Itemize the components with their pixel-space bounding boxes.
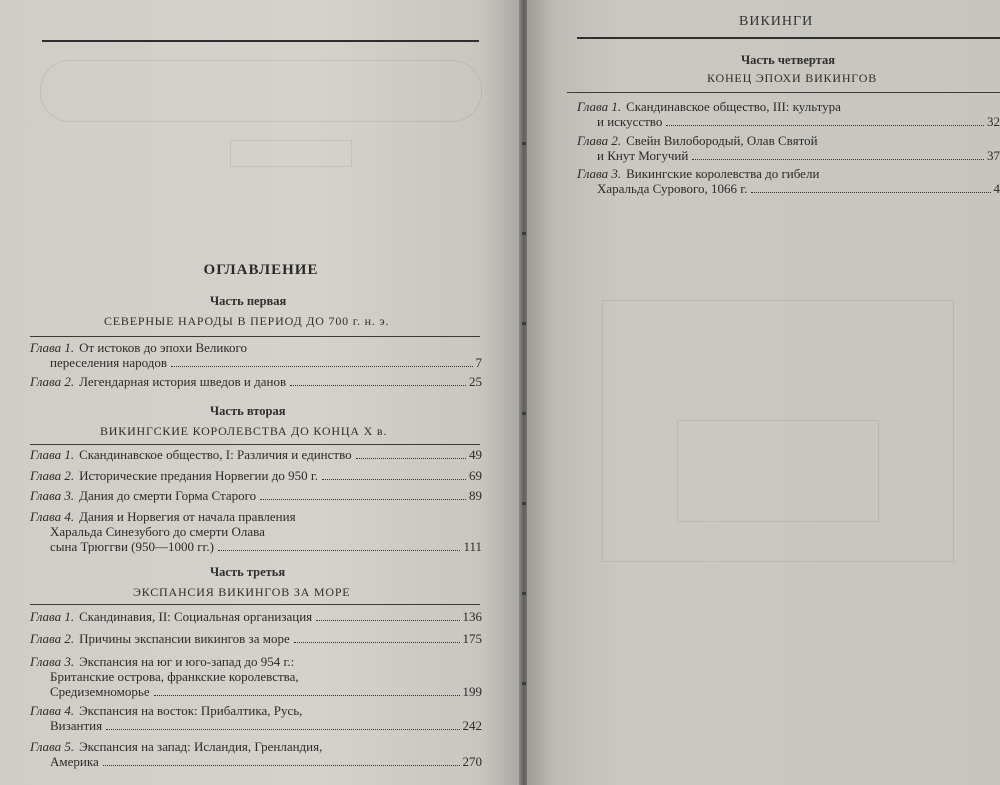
binding-stitch [522,592,526,595]
chapter-title-line: Экспансия на запад: Исландия, Гренландия, [79,739,323,754]
page-number: 37 [987,148,1000,163]
toc-entry [30,631,482,646]
dot-leader [171,366,472,367]
chapter-title-line: сына Трюггви (950—1000 гг.) [50,539,215,554]
part2-divider [30,444,480,445]
part2-label: Часть вторая [210,404,286,418]
toc-entry [30,703,482,733]
chapter-title-line: Викингские королевства до гибели [626,166,820,181]
binding-stitch [522,412,526,415]
chapter-number: Глава 2. [30,631,75,646]
chapter-title-line: Экспансия на восток: Прибалтика, Русь, [79,703,303,718]
page-number: 7 [475,355,482,370]
chapter-title-line: От истоков до эпохи Великого [79,340,248,355]
toc-entry [30,340,482,370]
page-number: 69 [469,468,482,483]
page-number: 242 [462,718,482,733]
part4-divider [567,92,1000,93]
dot-leader [260,499,466,500]
page-number: 111 [463,539,482,554]
chapter-title-line: Экспансия на юг и юго-запад до 954 г.: [79,654,295,669]
chapter-title-line: Харальда Сурового, 1066 г. [597,181,748,196]
chapter-title-line: Америка [50,754,99,769]
binding-stitch [522,142,526,145]
page-number: 49 [469,447,482,462]
header-rule [42,40,479,42]
chapter-number: Глава 3. [30,488,75,503]
dot-leader [322,479,466,480]
page-number: 199 [462,684,482,699]
chapter-title-line: Византия [50,718,103,733]
toc-entry [577,166,1000,196]
binding-stitch [522,322,526,325]
chapter-title-line: переселения народов [50,355,168,370]
page-number: 25 [469,374,482,389]
dot-leader [290,385,466,386]
chapter-number: Глава 3. [577,166,622,181]
show-through-block [677,420,879,522]
show-through-block [230,140,352,167]
chapter-title-line: Легендарная история шведов и данов [79,374,287,389]
toc-entry [30,739,482,769]
page-number: 136 [462,609,482,624]
part3-title: ЭКСПАНСИЯ ВИКИНГОВ ЗА МОРЕ [133,585,351,599]
chapter-number: Глава 5. [30,739,75,754]
chapter-title-line: Скандинавское общество, III: культура [626,99,841,114]
part1-label: Часть первая [210,294,287,308]
page-number: 270 [462,754,482,769]
chapter-number: Глава 2. [30,468,75,483]
dot-leader [294,642,460,643]
chapter-title-line: и Кнут Могучий [597,148,689,163]
chapter-title-line: Дания и Норвегия от начала правления [79,509,296,524]
part4-label: Часть четвертая [741,53,835,67]
part2-title: ВИКИНГСКИЕ КОРОЛЕВСТВА ДО КОНЦА X в. [100,424,388,438]
dot-leader [356,458,466,459]
toc-title: ОГЛАВЛЕНИЕ [203,262,319,278]
toc-entry [577,99,1000,129]
chapter-title-line: Причины экспансии викингов за море [79,631,290,646]
chapter-title-line: и искусство [597,114,663,129]
chapter-number: Глава 4. [30,509,75,524]
part4-title: КОНЕЦ ЭПОХИ ВИКИНГОВ [707,71,877,85]
chapter-title-line: Харальда Синезубого до смерти Олава [50,524,265,539]
part1-divider [30,336,480,337]
toc-entry [30,374,482,389]
dot-leader [103,765,460,766]
toc-entry [30,654,482,699]
chapter-title-line: Британские острова, франкские королевства, [50,669,299,684]
chapter-title-line: Дания до смерти Горма Старого [79,488,257,503]
chapter-title-line: Исторические предания Норвегии до 950 г. [79,468,318,483]
right-page [527,0,1000,785]
dot-leader [751,192,990,193]
page-number: 89 [469,488,482,503]
chapter-title-line: Средиземноморье [50,684,150,699]
chapter-number: Глава 3. [30,654,75,669]
part1-title: СЕВЕРНЫЕ НАРОДЫ В ПЕРИОД ДО 700 г. н. э. [104,314,390,328]
toc-entry [30,468,482,483]
toc-entry [577,133,1000,163]
binding-stitch [522,232,526,235]
toc-entry [30,488,482,503]
dot-leader [692,159,984,160]
dot-leader [316,620,459,621]
header-rule [577,37,1000,39]
toc-entry [30,447,482,462]
binding-stitch [522,502,526,505]
part3-divider [30,604,480,605]
dot-leader [154,695,460,696]
binding-stitch [522,682,526,685]
chapter-number: Глава 4. [30,703,75,718]
page-number: 32 [987,114,1000,129]
toc-entry [30,509,482,554]
show-through-ship-illustration [40,60,482,122]
chapter-title-line: Скандинавия, II: Социальная организация [79,609,313,624]
toc-entry [30,609,482,624]
running-head: ВИКИНГИ [739,14,814,29]
chapter-number: Глава 2. [577,133,622,148]
dot-leader [666,125,984,126]
page-number: 4 [993,181,1000,196]
chapter-number: Глава 2. [30,374,75,389]
chapter-number: Глава 1. [30,340,75,355]
part3-label: Часть третья [210,565,286,579]
chapter-title-line: Скандинавское общество, I: Различия и единство [79,447,352,462]
chapter-title-line: Свейн Вилобородый, Олав Святой [626,133,818,148]
page-number: 175 [462,631,482,646]
dot-leader [106,729,459,730]
dot-leader [218,550,460,551]
chapter-number: Глава 1. [30,609,75,624]
chapter-number: Глава 1. [30,447,75,462]
chapter-number: Глава 1. [577,99,622,114]
